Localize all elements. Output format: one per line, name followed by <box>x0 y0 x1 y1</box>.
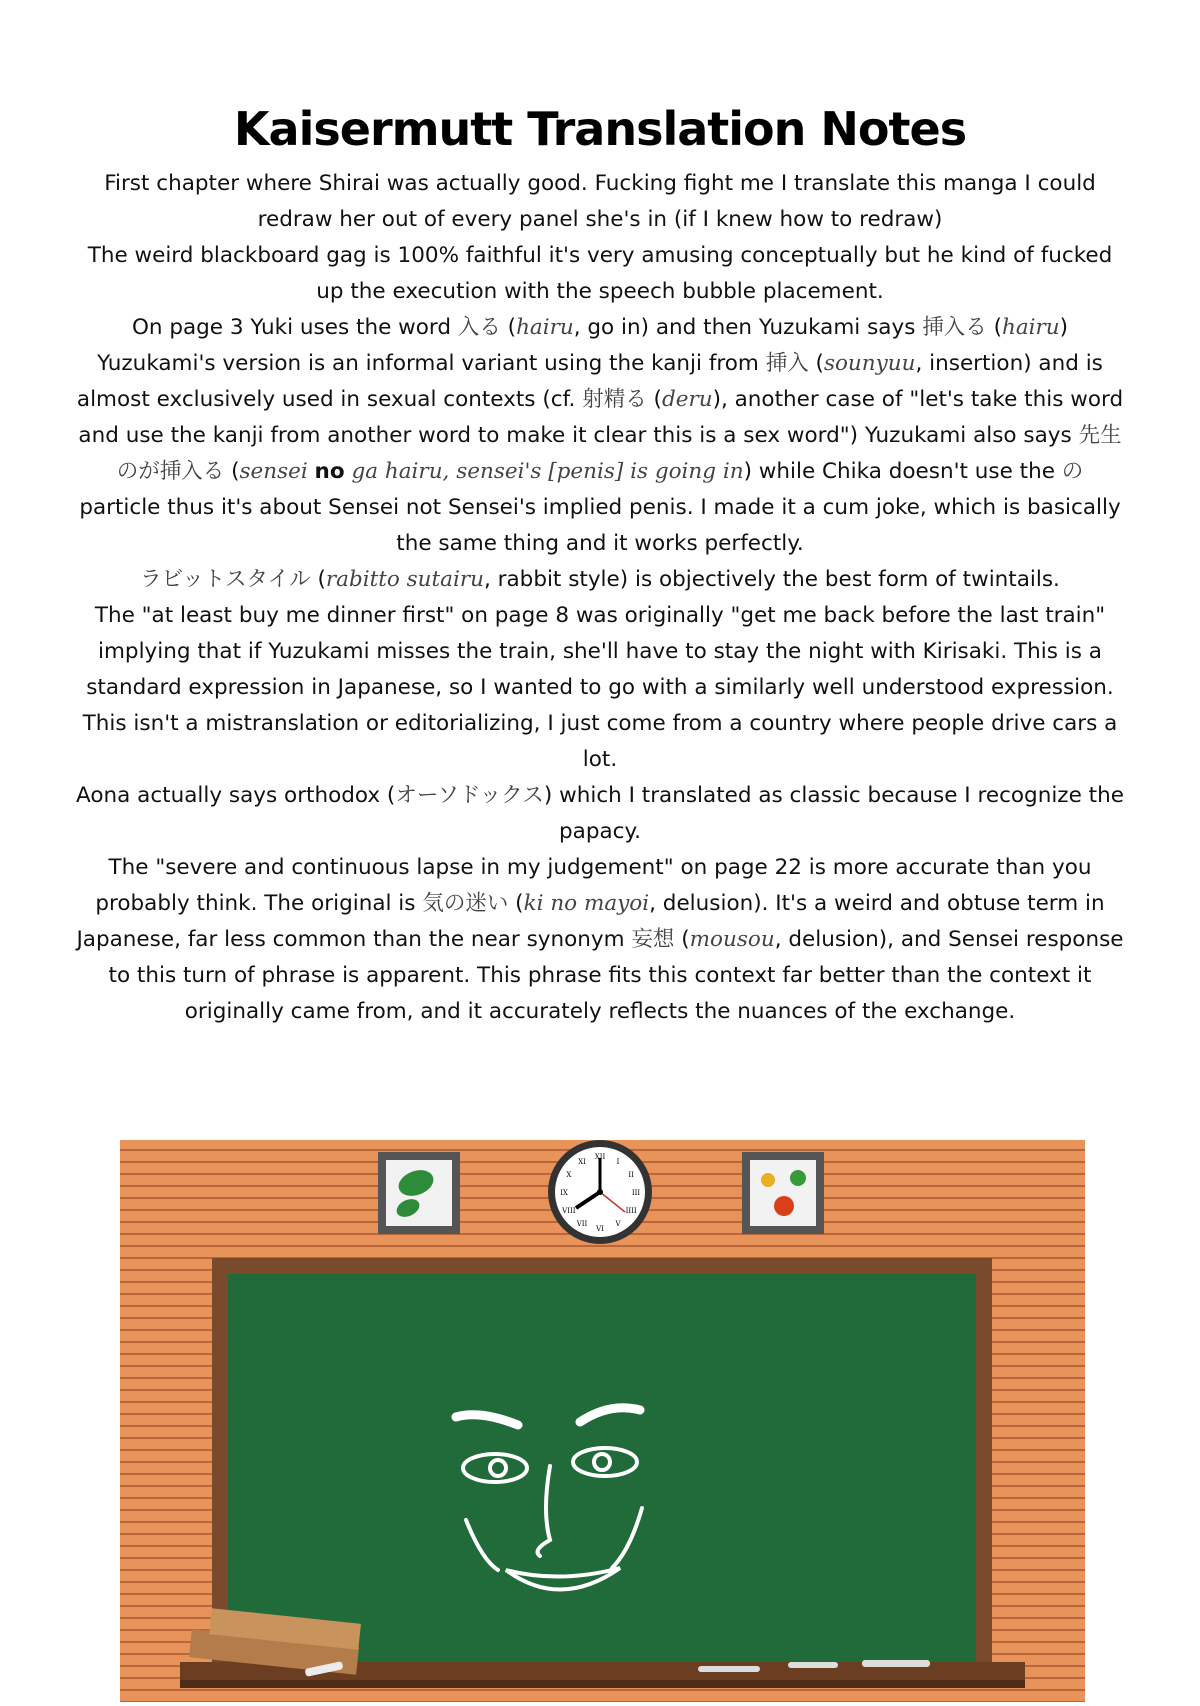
note-paragraph-2: The weird blackboard gag is 100% faithful it's very amusing conceptually but he kind of fucked up the execution with the speech bubble placement. <box>87 243 1113 304</box>
romaji: ga hairu, sensei's [penis] is going in <box>344 459 744 484</box>
clock-numeral: V <box>615 1220 621 1229</box>
classroom-illustration <box>120 1140 1085 1702</box>
japanese-term: 妄想 <box>631 927 675 952</box>
picture-frame-right <box>742 1152 824 1234</box>
note-paragraph-3: On page 3 Yuki uses the word 入る (hairu, go in) and then Yuzukami says 挿入る (hairu) Yuzukami's version is an informal variant using the kanji from 挿入 (sounyuu, insertion) and is almost exclusively used in sexual contexts (cf. 射精る (deru), another case of "let's take this word and use the kanji from another word to make it clear this is a sex word") Yuzukami also says 先生のが挿入る (sensei no ga hairu, sensei's [penis] is going in) while Chika doesn't use the の particle thus it's about Sensei not Sensei's implied penis. I made it a cum joke, which is basically the same thing and it works perfectly. <box>76 315 1124 556</box>
japanese-term: 射精る <box>582 387 647 412</box>
romaji: ki no mayoi <box>523 891 650 916</box>
clock-numeral: IX <box>560 1189 568 1197</box>
note-paragraph-1: First chapter where Shirai was actually good. Fucking fight me I translate this manga I could redraw her out of every panel she's in (if I knew how to redraw) <box>104 171 1096 232</box>
clock-numeral: XII <box>594 1153 606 1161</box>
clock-numeral: XI <box>578 1157 586 1166</box>
picture-frame-left <box>378 1152 460 1234</box>
clock-numeral: II <box>628 1171 634 1179</box>
romaji: mousou <box>689 927 775 952</box>
clock-numeral: I <box>616 1157 620 1166</box>
clock-numeral: III <box>631 1189 641 1197</box>
note-paragraph-6: Aona actually says orthodox (オーソドックス) which I translated as classic because I recognize the papacy. <box>76 783 1124 844</box>
japanese-term: 気の迷い <box>422 891 509 916</box>
japanese-term: 挿入 <box>765 351 809 376</box>
clock-numeral: VII <box>576 1220 588 1229</box>
romaji: sensei <box>239 459 315 484</box>
clock-numeral: VI <box>596 1225 604 1233</box>
note-paragraph-4: ラビットスタイル (rabitto sutairu, rabbit style) is objectively the best form of twintails. <box>140 567 1060 592</box>
clock-numeral: IIII <box>625 1207 637 1215</box>
japanese-term: 挿入る <box>922 315 987 340</box>
romaji: rabitto sutairu <box>325 567 484 592</box>
page-title: Kaisermutt Translation Notes <box>233 102 967 156</box>
japanese-term: 先生のが挿入る <box>116 423 1122 484</box>
translation-notes <box>76 166 1124 1030</box>
romaji: deru <box>661 387 713 412</box>
romaji: hairu <box>516 315 574 340</box>
clock-numeral: VIII <box>562 1207 576 1215</box>
clock-numeral: X <box>566 1171 572 1179</box>
romaji-emphasis: no <box>314 459 345 484</box>
japanese-term: オーソドックス <box>395 783 544 808</box>
japanese-term: 入る <box>457 315 501 340</box>
note-paragraph-5: The "at least buy me dinner first" on page 8 was originally "get me back before the last train" implying that if Yuzukami misses the train, she'll have to stay the night with Kirisaki. This is a standard expression in Japanese, so I wanted to go with a similarly well understood expression. This isn't a mistranslation or editorializing, I just come from a country where people drive cars a lot. <box>82 603 1118 772</box>
note-paragraph-7: The "severe and continuous lapse in my judgement" on page 22 is more accurate than you probably think. The original is 気の迷い (ki no mayoi, delusion). It's a weird and obtuse term in Japanese, far less common than the near synonym 妄想 (mousou, delusion), and Sensei response to this turn of phrase is apparent. This phrase fits this context far better than the context it originally came from, and it accurately reflects the nuances of the exchange. <box>76 855 1124 1024</box>
romaji: hairu <box>1001 315 1060 340</box>
japanese-term: の <box>1061 459 1084 484</box>
japanese-term: ラビットスタイル <box>140 567 311 592</box>
romaji: sounyuu <box>823 351 916 376</box>
wall-clock <box>548 1140 652 1244</box>
